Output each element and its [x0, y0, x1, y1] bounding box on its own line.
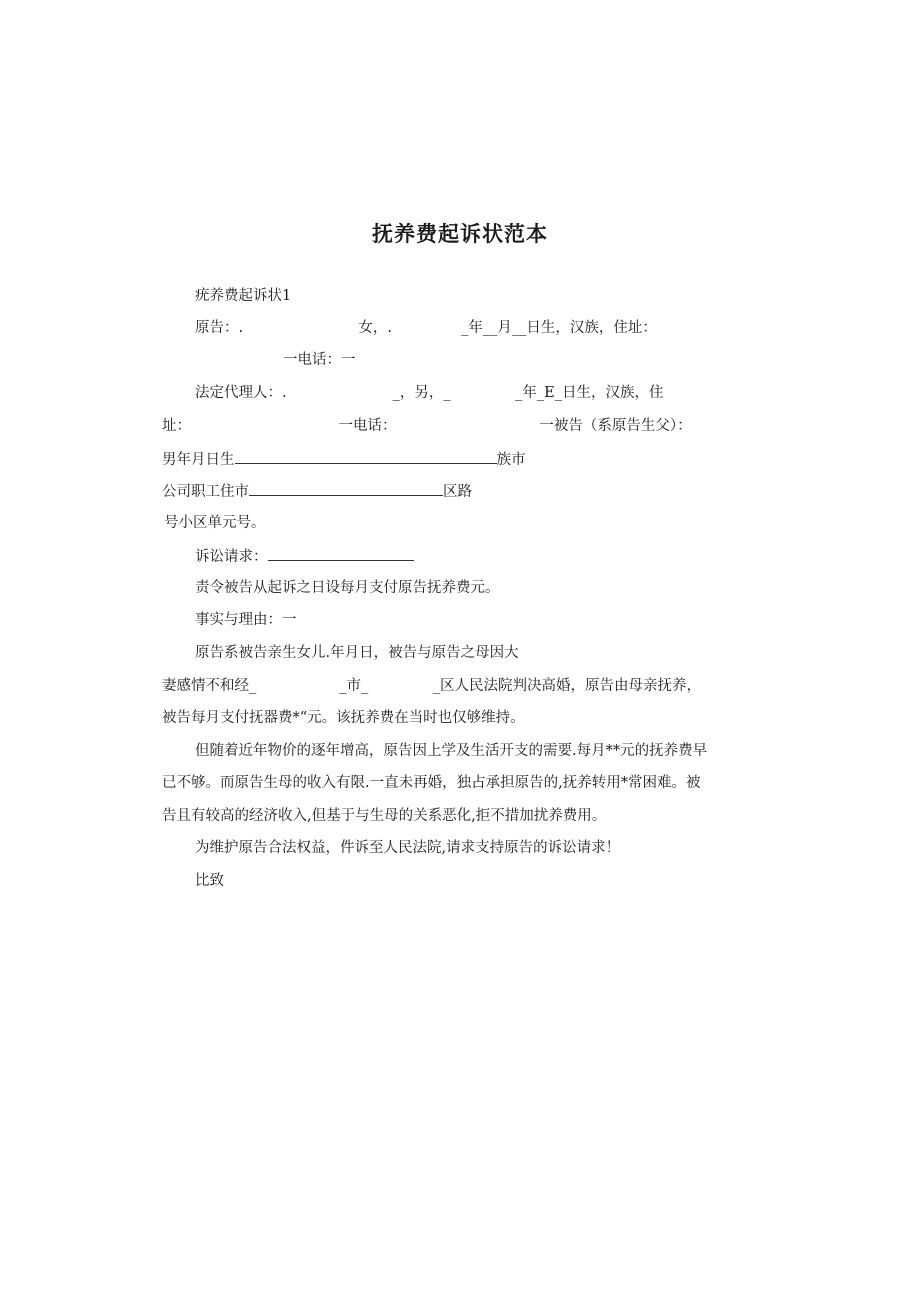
document-title: 抚养费起诉状范本: [372, 222, 548, 246]
defendant-birth-label: 男年月日生: [162, 452, 235, 468]
salutation-line: 比致: [195, 873, 224, 889]
legal-representative-line: 法定代理人：. _，另，_ _年_E_日生，汉族，住: [195, 385, 664, 401]
facts-paragraph-line-2: 妻感情不和经_ _市_ _区人民法院判决高婚，原告由母亲抚养，: [162, 678, 701, 694]
district-road-label: 区路: [443, 484, 472, 500]
ethnicity-city-label: 族市: [496, 452, 526, 468]
claims-label: 诉讼请求：: [195, 549, 268, 565]
closing-request-line: 为维护原告合法权益，件诉至人民法院,请求支持原告的诉讼请求！: [195, 840, 621, 856]
blank-underline: [268, 546, 414, 561]
facts-heading-line: 事实与理由：一: [195, 612, 297, 628]
defendant-job-line: [162, 481, 472, 502]
plaintiff-line: 原告：. 女，. _年__月__日生，汉族，住址：: [195, 320, 657, 336]
blank-underline: [235, 449, 497, 464]
blank-underline: [249, 481, 443, 496]
heading-line: 疣养费起诉状1: [195, 288, 292, 304]
reasons-paragraph-line-1: 但随着近年物价的逐年增高，原告因上学及生活开支的需要.每月**元的抚养费早: [195, 743, 708, 759]
plaintiff-phone-line: 一电话：一: [283, 352, 356, 368]
defendant-job-label: 公司职工住市: [162, 484, 249, 500]
facts-paragraph-line-3: 被告每月支付抚器费*“元。该抚养费在当时也仅够维持。: [162, 710, 525, 726]
address-phone-defendant-line: 址： 一电话： 一被告（系原告生父）：: [162, 418, 692, 434]
residence-line: 号小区单元号。: [164, 515, 266, 531]
reasons-paragraph-line-2: 已不够。而原告生母的收入有限.一直未再婚，独占承担原告的,抚养转用*常困难。被: [162, 775, 701, 791]
defendant-birth-line: [162, 449, 526, 470]
reasons-paragraph-line-3: 告且有较高的经济收入,但基于与生母的关系恶化,拒不措加扰养费用。: [162, 808, 607, 824]
facts-paragraph-line-1: 原告系被告亲生女儿.年月日，被告与原告之母因大: [195, 645, 519, 661]
claims-line: [195, 546, 414, 567]
claim-item-line: 责令被告从起诉之日设每月支付原告抚养费元。: [195, 580, 500, 596]
